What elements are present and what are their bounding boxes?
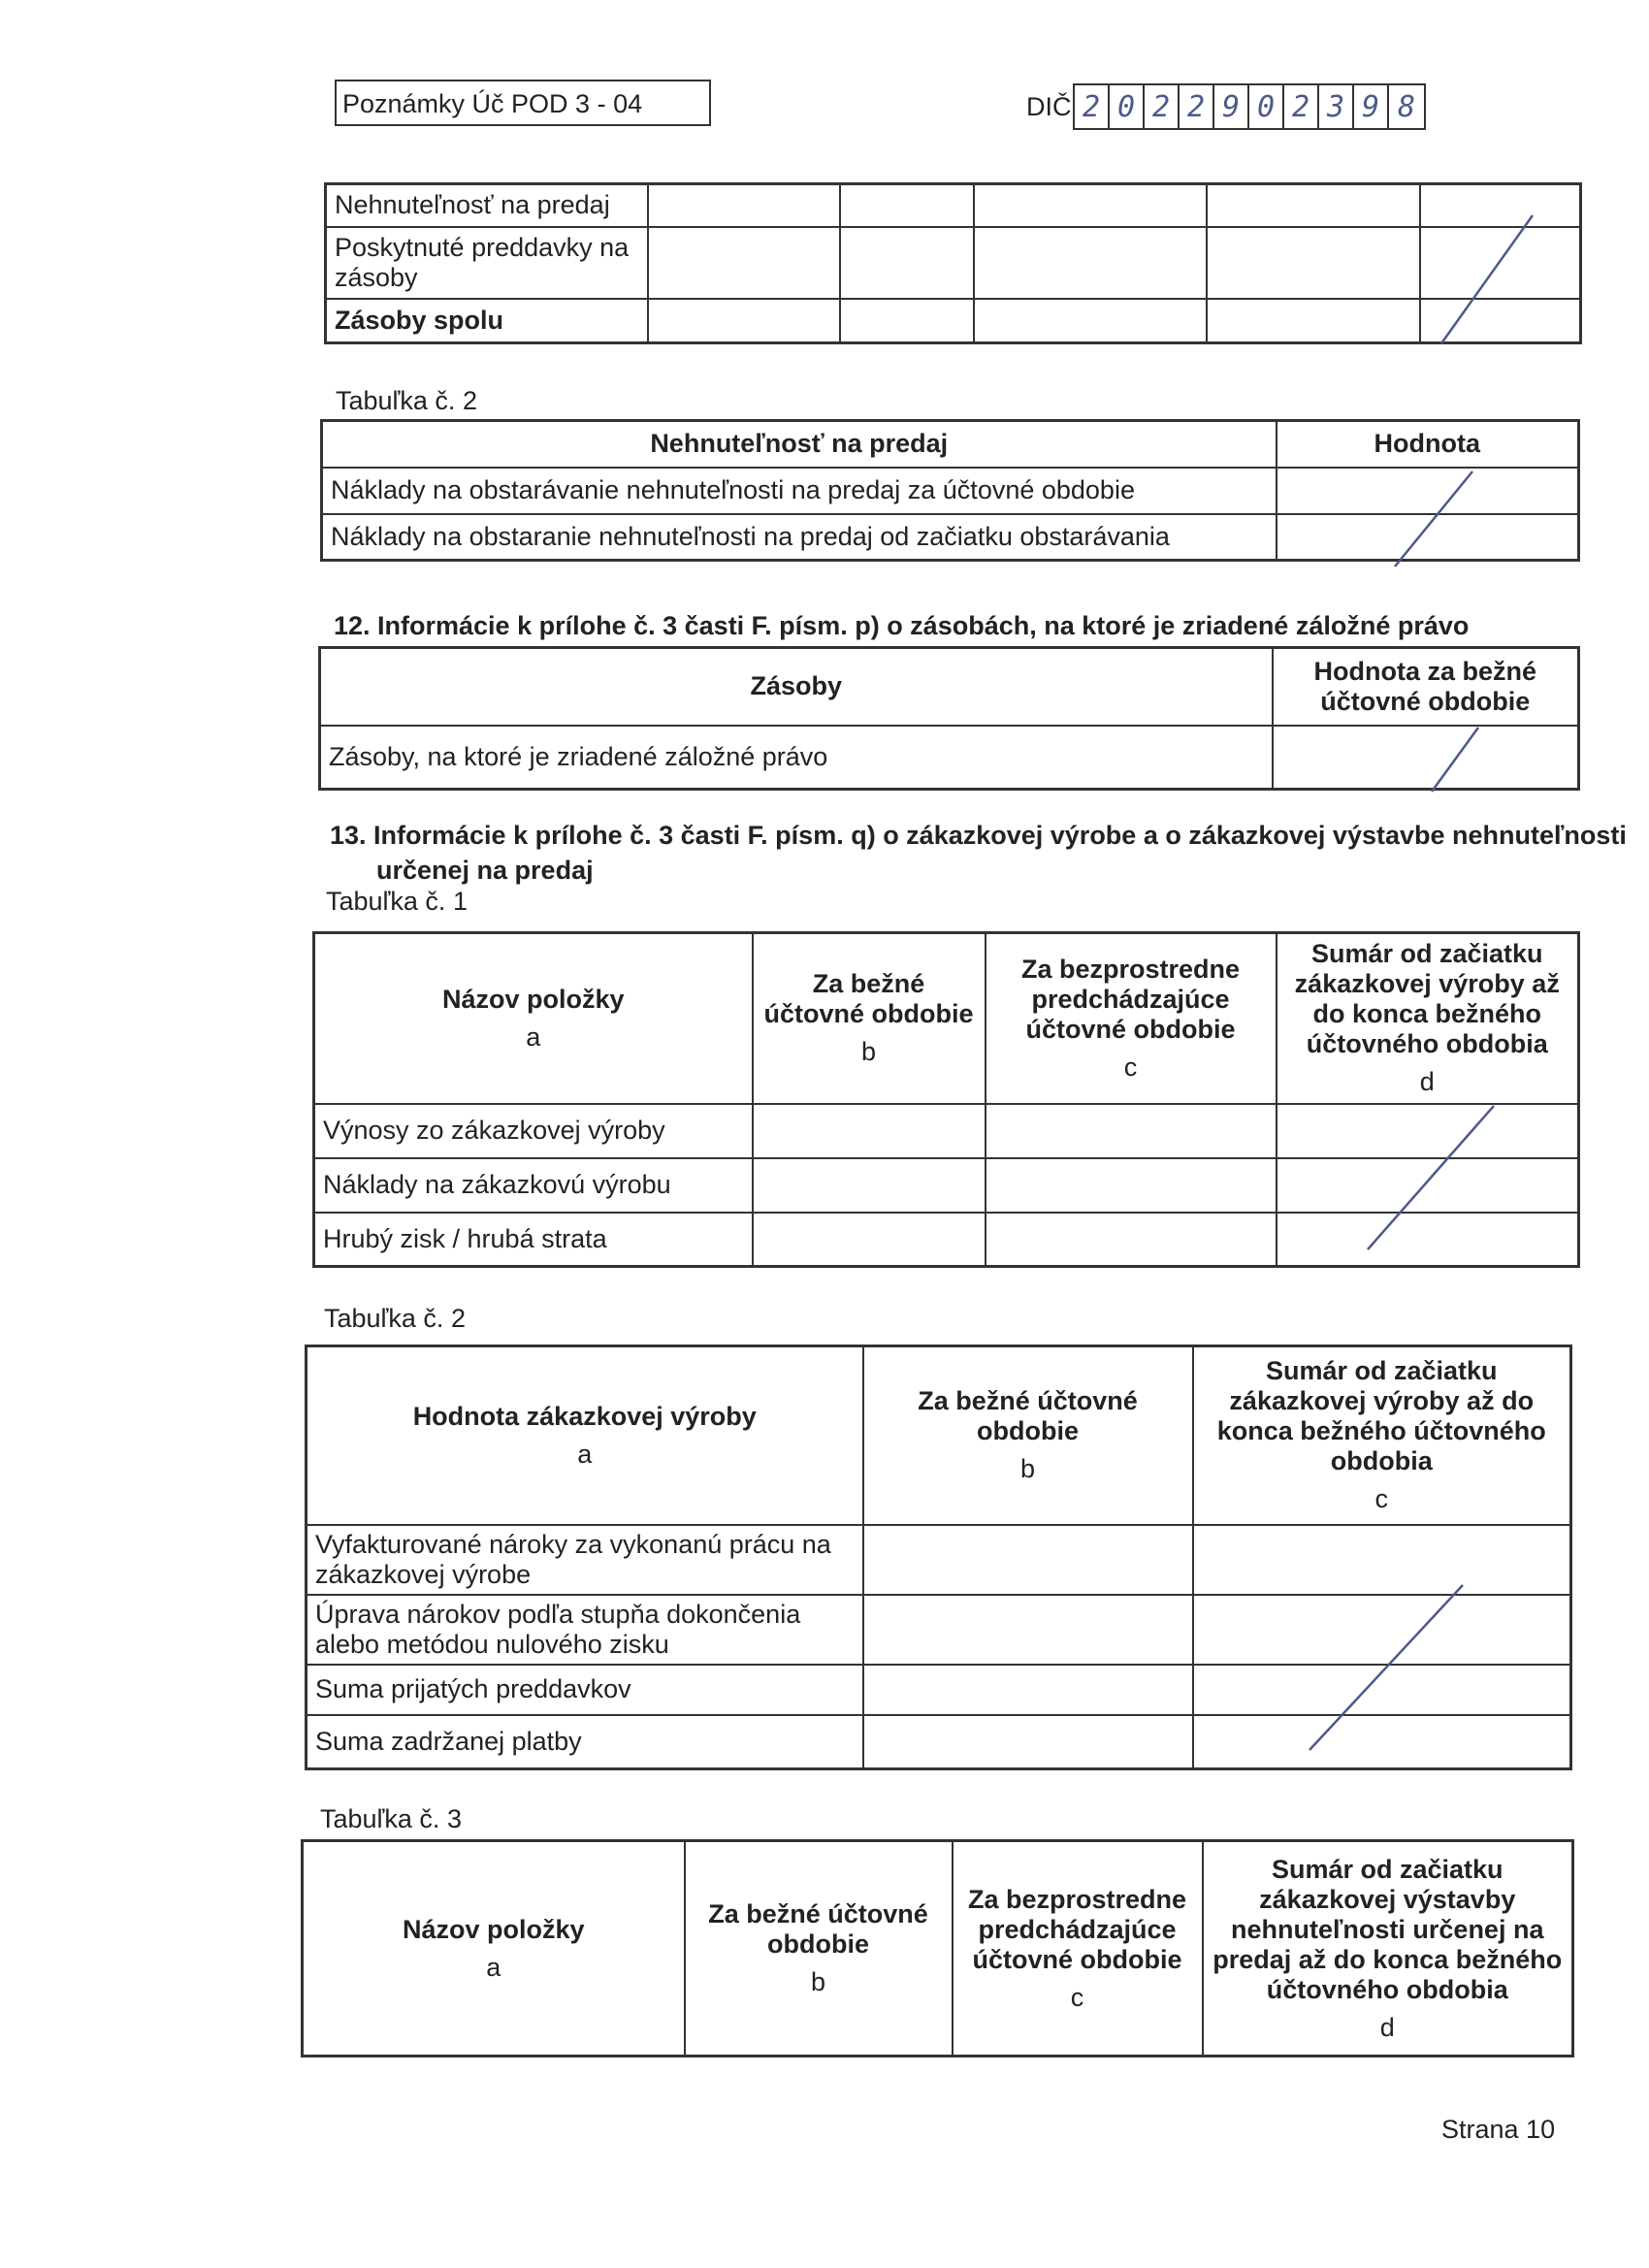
row-label: Poskytnuté preddavky na zásoby [326, 227, 648, 299]
value-cell[interactable] [840, 299, 974, 343]
section-13-heading-cont: určenej na predaj [376, 856, 594, 885]
dic-digit: 2 [1145, 85, 1180, 128]
value-cell[interactable] [1420, 227, 1581, 299]
dic-boxes [1073, 83, 1426, 130]
value-cell[interactable] [753, 1213, 986, 1267]
value-cell[interactable] [1277, 514, 1579, 561]
column-header: Sumár od začiatku zákazkovej výstavby nehnuteľnosti určenej na predaj až do konca bežného účtovného obdobia d [1203, 1841, 1573, 2057]
column-header: Názov položky a [314, 933, 753, 1104]
row-label: Zásoby, na ktoré je zriadené záložné právo [320, 726, 1273, 790]
column-header: Zásoby [320, 648, 1273, 726]
column-header: Za bezprostredne predchádzajúce účtovné obdobie c [953, 1841, 1203, 2057]
column-header: Za bezprostredne predchádzajúce účtovné obdobie c [986, 933, 1277, 1104]
column-header: Sumár od začiatku zákazkovej výroby až do konca bežného účtovného obdobia d [1277, 933, 1579, 1104]
value-cell[interactable] [1277, 1213, 1579, 1267]
column-header: Hodnota zákazkovej výroby a [307, 1346, 863, 1525]
row-label: Náklady na zákazkovú výrobu [314, 1158, 753, 1213]
value-cell[interactable] [1193, 1595, 1571, 1665]
value-cell[interactable] [648, 184, 840, 227]
value-cell[interactable] [974, 184, 1207, 227]
row-label: Náklady na obstarávanie nehnuteľnosti na predaj za účtovné obdobie [322, 468, 1277, 514]
value-cell[interactable] [1277, 1104, 1579, 1158]
column-header: Hodnota [1277, 421, 1579, 468]
value-cell[interactable] [753, 1158, 986, 1213]
dic-digit: 3 [1319, 85, 1354, 128]
value-cell[interactable] [863, 1665, 1193, 1715]
dic-digit: 8 [1397, 89, 1416, 124]
dic-label: DIČ [1026, 92, 1072, 121]
row-label: Vyfakturované nároky za vykonanú prácu na zákazkovej výrobe [307, 1525, 863, 1595]
value-cell[interactable] [1273, 726, 1579, 790]
value-cell[interactable] [1193, 1665, 1571, 1715]
value-cell[interactable] [1277, 1158, 1579, 1213]
row-label-total: Zásoby spolu [326, 299, 648, 343]
value-cell[interactable] [1193, 1715, 1571, 1769]
value-cell[interactable] [974, 299, 1207, 343]
value-cell[interactable] [1207, 184, 1420, 227]
column-header: Za bežné účtovné obdobie b [863, 1346, 1193, 1525]
inventory-table [324, 182, 1582, 344]
value-cell[interactable] [1277, 468, 1579, 514]
table-caption: Tabuľka č. 2 [324, 1304, 466, 1333]
pledged-inventory-table [318, 646, 1580, 791]
row-label: Náklady na obstaranie nehnuteľnosti na predaj od začiatku obstarávania [322, 514, 1277, 561]
column-header: Nehnuteľnosť na predaj [322, 421, 1277, 468]
value-cell[interactable] [1420, 184, 1581, 227]
section-13-heading: 13. Informácie k prílohe č. 3 časti F. písm. q) o zákazkovej výrobe a o zákazkovej výstavbe nehnuteľnosti [330, 821, 1627, 850]
value-cell[interactable] [986, 1104, 1277, 1158]
value-cell[interactable] [1207, 299, 1420, 343]
value-cell[interactable] [840, 184, 974, 227]
value-cell[interactable] [863, 1595, 1193, 1665]
value-cell[interactable] [1193, 1525, 1571, 1595]
column-header: Názov položky a [303, 1841, 685, 2057]
dic-digit: 0 [1110, 85, 1145, 128]
row-label: Suma zadržanej platby [307, 1715, 863, 1769]
table-caption: Tabuľka č. 3 [320, 1804, 462, 1833]
value-cell[interactable] [863, 1715, 1193, 1769]
value-cell[interactable] [1207, 227, 1420, 299]
table-caption: Tabuľka č. 1 [326, 887, 468, 916]
value-cell[interactable] [753, 1104, 986, 1158]
row-label: Úprava nárokov podľa stupňa dokončenia alebo metódou nulového zisku [307, 1595, 863, 1665]
dic-digit: 2 [1180, 85, 1214, 128]
dic-digit: 2 [1075, 85, 1110, 128]
contract-production-table-1 [312, 931, 1580, 1268]
dic-digit: 0 [1249, 85, 1284, 128]
value-cell[interactable] [986, 1158, 1277, 1213]
value-cell[interactable] [974, 227, 1207, 299]
contract-production-table-2 [305, 1345, 1572, 1770]
row-label: Nehnuteľnosť na predaj [326, 184, 648, 227]
column-header: Sumár od začiatku zákazkovej výroby až do konca bežného účtovného obdobia c [1193, 1346, 1571, 1525]
row-label: Suma prijatých preddavkov [307, 1665, 863, 1715]
value-cell[interactable] [648, 299, 840, 343]
column-header: Za bežné účtovné obdobie b [753, 933, 986, 1104]
value-cell[interactable] [986, 1213, 1277, 1267]
table-caption: Tabuľka č. 2 [336, 386, 477, 415]
dic-digit: 9 [1214, 85, 1249, 128]
row-label: Hrubý zisk / hrubá strata [314, 1213, 753, 1267]
value-cell[interactable] [1420, 299, 1581, 343]
value-cell[interactable] [840, 227, 974, 299]
column-header: Hodnota za bežné účtovné obdobie [1273, 648, 1579, 726]
dic-digit: 2 [1284, 85, 1319, 128]
section-12-heading: 12. Informácie k prílohe č. 3 časti F. písm. p) o zásobách, na ktoré je zriadené záložné právo [334, 611, 1470, 640]
column-header: Za bežné účtovné obdobie b [685, 1841, 953, 2057]
contract-construction-table-3 [301, 1839, 1574, 2057]
page-number: Strana 10 [1441, 2115, 1556, 2144]
value-cell[interactable] [648, 227, 840, 299]
dic-digit: 9 [1354, 85, 1389, 128]
form-label: Poznámky Úč POD 3 - 04 [335, 80, 711, 126]
row-label: Výnosy zo zákazkovej výroby [314, 1104, 753, 1158]
real-estate-table [320, 419, 1580, 562]
value-cell[interactable] [863, 1525, 1193, 1595]
